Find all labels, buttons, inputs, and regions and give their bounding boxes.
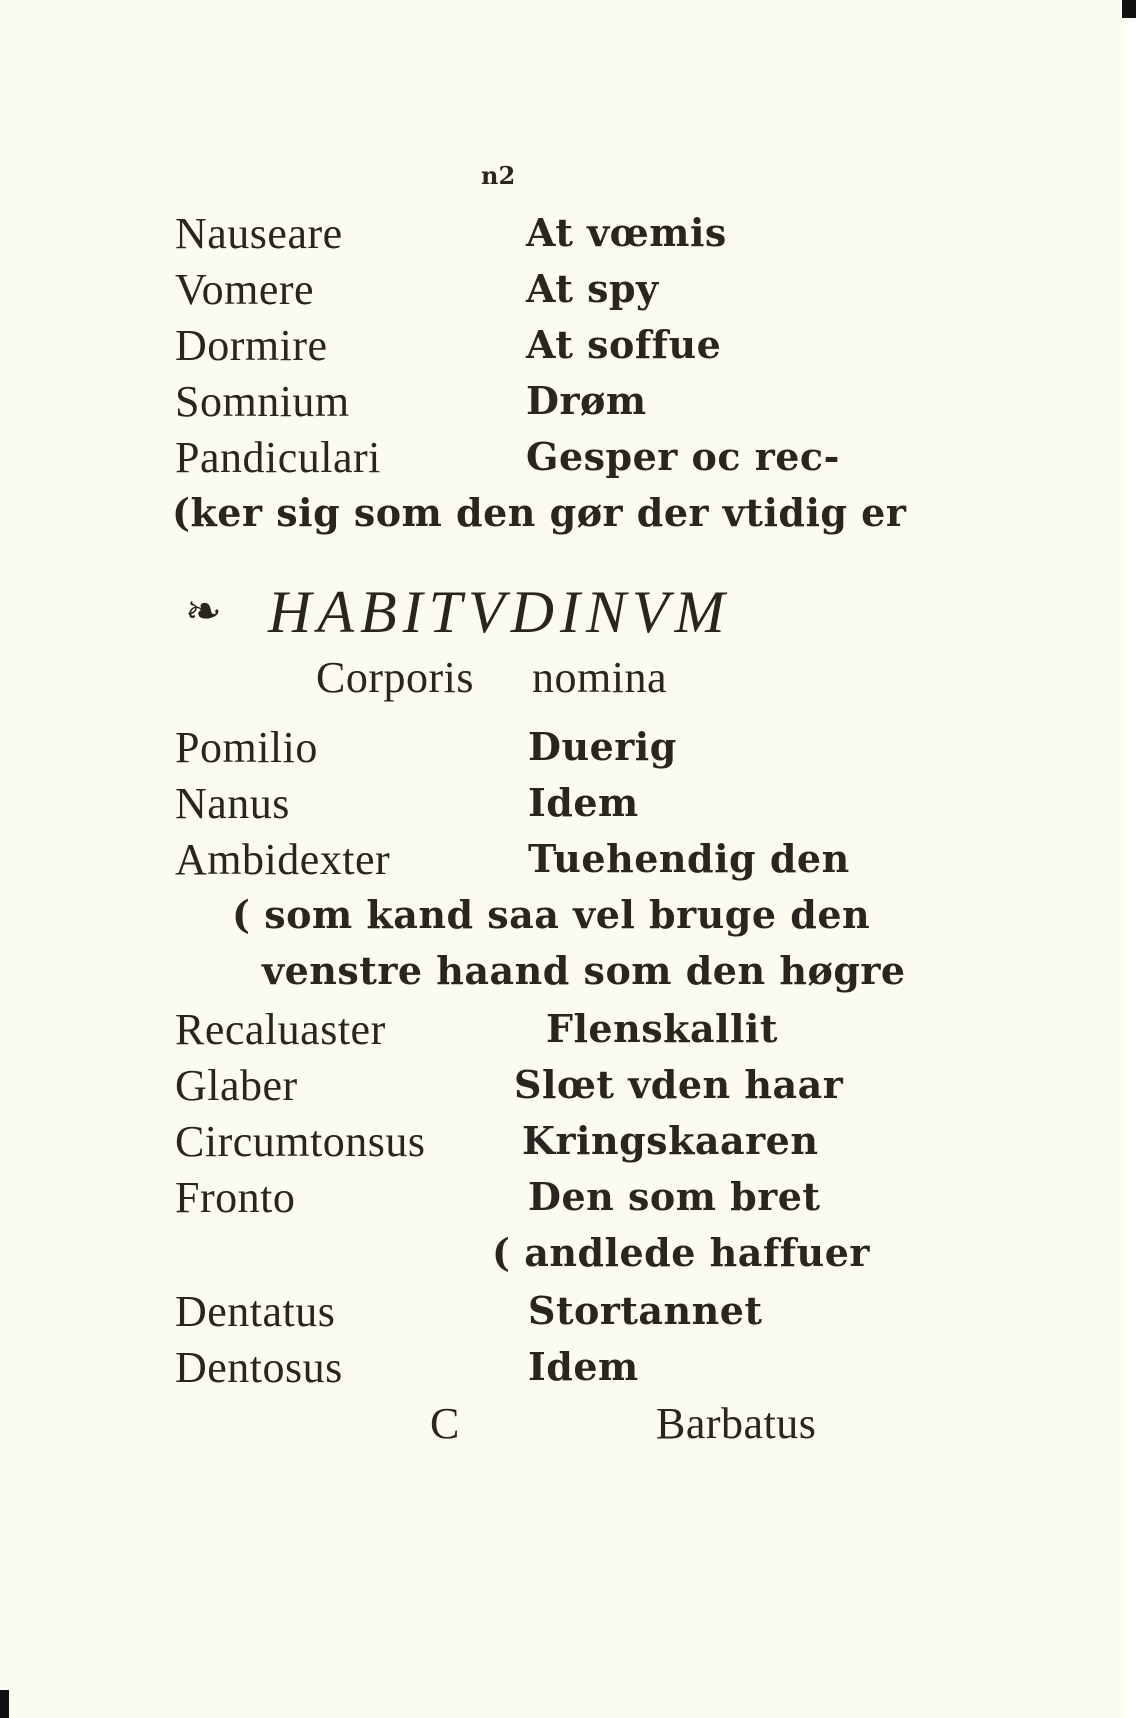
danish-gloss: Kringskaaren: [522, 1118, 819, 1163]
latin-term: Nanus: [175, 779, 290, 828]
latin-term: Dentatus: [175, 1287, 336, 1336]
latin-term: Dentosus: [175, 1343, 343, 1392]
section-subheading: nomina: [532, 653, 667, 702]
danish-gloss: At spy: [526, 266, 659, 311]
latin-term: Somnium: [175, 377, 350, 426]
page-folio: n2: [481, 161, 516, 190]
section-subheading: Corporis: [316, 653, 474, 702]
danish-gloss: Gesper oc rec-: [526, 434, 840, 479]
gloss-continuation: (ker sig som den gør der vtidig er: [172, 490, 907, 535]
latin-term: Dormire: [175, 321, 328, 370]
scan-edge-mark: [1122, 0, 1136, 18]
gloss-continuation: ( som kand saa vel bruge den: [232, 892, 871, 937]
danish-gloss: Drøm: [526, 378, 647, 423]
latin-term: Pomilio: [175, 723, 318, 772]
danish-gloss: Duerig: [528, 724, 677, 769]
latin-term: Pandiculari: [175, 433, 381, 482]
signature-mark: C: [430, 1399, 460, 1448]
catchword: Barbatus: [656, 1399, 817, 1448]
danish-gloss: Idem: [528, 1344, 639, 1389]
danish-gloss: Idem: [528, 780, 639, 825]
latin-term: Vomere: [175, 265, 315, 314]
danish-gloss: At vœmis: [526, 210, 727, 255]
danish-gloss: Tuehendig den: [528, 836, 850, 881]
danish-gloss: Den som bret: [528, 1174, 821, 1219]
danish-gloss: Slœt vden haar: [514, 1062, 844, 1107]
latin-term: Ambidexter: [175, 835, 391, 884]
latin-term: Fronto: [175, 1173, 296, 1222]
latin-term: Circumtonsus: [175, 1117, 426, 1166]
section-heading: HABITVDINVM: [268, 579, 731, 645]
scan-edge-mark: [0, 1690, 9, 1718]
danish-gloss: At soffue: [526, 322, 722, 367]
danish-gloss: Stortannet: [528, 1288, 763, 1333]
latin-term: Nauseare: [175, 209, 343, 258]
gloss-continuation: ( andlede haffuer: [492, 1230, 870, 1275]
danish-gloss: Flenskallit: [546, 1006, 778, 1051]
gloss-continuation: venstre haand som den høgre: [262, 948, 906, 993]
latin-term: Glaber: [175, 1061, 298, 1110]
fleuron-ornament: ❧: [185, 586, 222, 637]
latin-term: Recaluaster: [175, 1005, 386, 1054]
